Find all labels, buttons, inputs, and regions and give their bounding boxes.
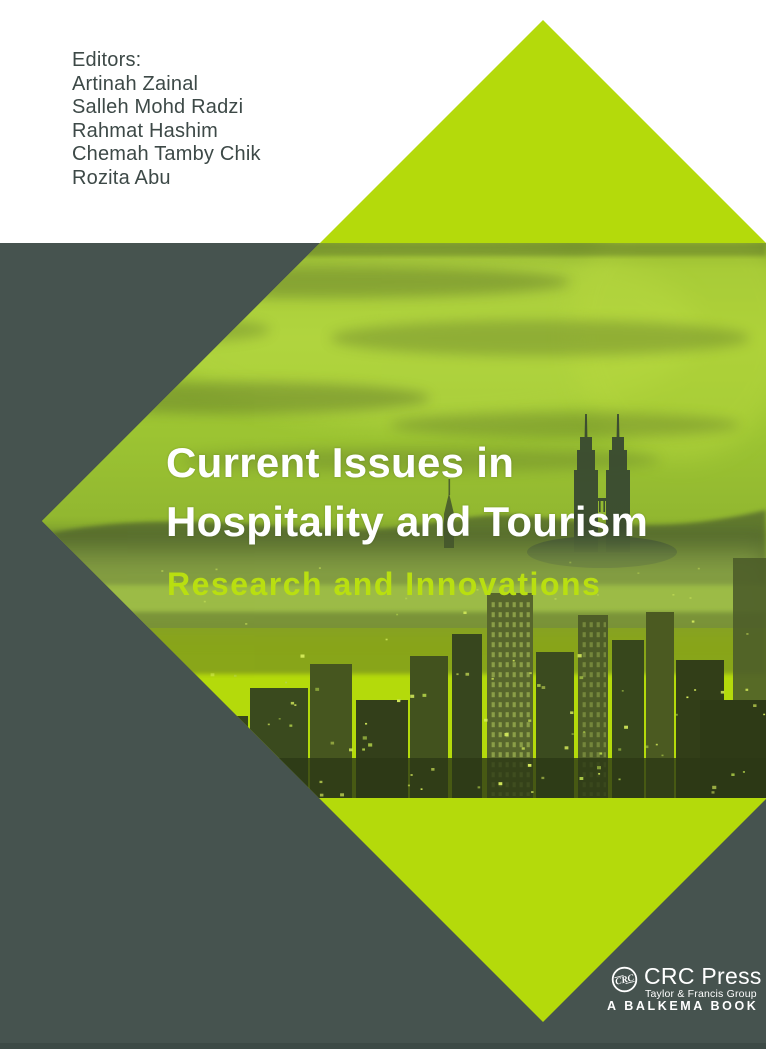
publisher-name: CRC Press xyxy=(644,963,762,989)
publisher-imprint: A BALKEMA BOOK xyxy=(607,999,759,1013)
bottom-edge-shade xyxy=(0,1043,766,1049)
title-line-2: Hospitality and Tourism xyxy=(166,498,649,545)
editor-name: Salleh Mohd Radzi xyxy=(72,96,244,118)
book-title xyxy=(166,433,648,551)
editor-name: Rozita Abu xyxy=(72,166,171,189)
editor-name: Chemah Tamby Chik xyxy=(72,143,261,165)
editors-block xyxy=(72,49,261,190)
publisher-block xyxy=(606,958,766,1028)
book-subtitle: Research and Innovations xyxy=(167,566,602,602)
publisher-group: Taylor & Francis Group xyxy=(645,988,757,1000)
crc-monogram: CRC xyxy=(614,973,636,988)
editor-name: Artinah Zainal xyxy=(72,72,199,95)
title-line-1: Current Issues in xyxy=(166,439,515,486)
editor-name: Rahmat Hashim xyxy=(72,119,218,142)
crc-logo-icon xyxy=(611,966,638,993)
editors-label: Editors: xyxy=(72,49,142,71)
